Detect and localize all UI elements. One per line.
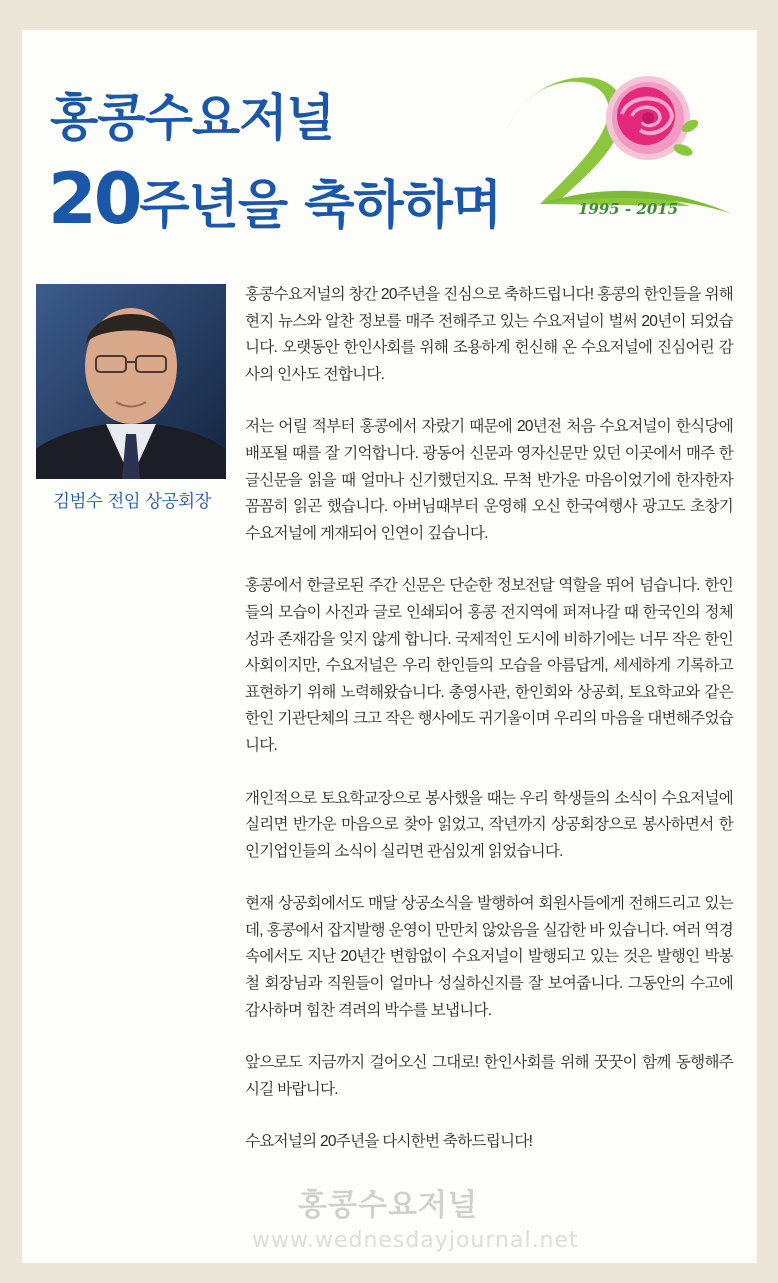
rose-icon [606, 76, 700, 160]
title-number: 20 [48, 158, 140, 240]
paragraph: 홍콩수요저널의 창간 20주년을 진심으로 축하드립니다! 홍콩의 한인들을 위해 현지 뉴스와 알찬 정보를 매주 전해주고 있는 수요저널이 벌써 20년이 되었습니다. 오랫동안 한인사회를 위해 조용하게 헌신해 온 수요저널에 진심어린 감사의 인사도 전합니다. [245, 286, 733, 383]
paragraph: 현재 상공회에서도 매달 상공소식을 발행하여 회원사들에게 전해드리고 있는데, 홍콩에서 잡지발행 운영이 만만치 않았음을 실감한 바 있습니다. 여러 역경 속에서도 지난 20년간 변함없이 수요저널이 발행되고 있는 것은 발행인 박봉철 회장님과 직원들이 얼마나 성실하신지를 잘 보여줍니다. 그동안의 수고에 감사하며 힘찬 격려의 박수를 보냅니다. [245, 895, 733, 1019]
title-line-1: 홍콩수요저널 [50, 89, 334, 147]
portrait-image [36, 284, 226, 479]
watermark-url: www.wednesdayjournal.net [252, 1228, 579, 1253]
portrait-caption: 김범수 전임 상공회장 [53, 492, 211, 512]
title-line-2 [48, 158, 501, 240]
title-line-2-rest: 주년을 축하하며 [139, 176, 502, 236]
logo-years: 1995 - 2015 [578, 200, 679, 218]
portrait-photo [36, 284, 226, 479]
paragraph: 개인적으로 토요학교장으로 봉사했을 때는 우리 학생들의 소식이 수요저널에 실리면 반가운 마음으로 찾아 읽었고, 작년까지 상공회장으로 봉사하면서 한인기업인들의 소식이 실리면 관심있게 읽었습니다. [245, 789, 733, 860]
paragraph: 수요저널의 20주년을 다시한번 축하드립니다! [245, 1133, 533, 1151]
article-body [245, 282, 733, 1156]
paragraph: 홍콩에서 한글로된 주간 신문은 단순한 정보전달 역할을 뛰어 넘습니다. 한인들의 모습이 사진과 글로 인쇄되어 홍콩 전지역에 퍼져나갈 때 한국인의 정체성과 존재감을 잊지 않게 합니다. 국제적인 도시에 비하기에는 너무 작은 한인사회이지만, 수요저널은 우리 한인들의 모습을 아름답게, 세세하게 기록하고 표현하기 위해 노력해왔습니다. 총영사관, 한인회와 상공회, 토요학교와 같은 한인 기관단체의 크고 작은 행사에도 귀기울이며 우리의 마음을 대변해주었습니다. [245, 577, 733, 754]
paragraph: 앞으로도 지금까지 걸어오신 그대로! 한인사회를 위해 꿋꿋이 함께 동행해주시길 바랍니다. [245, 1054, 733, 1098]
paragraph: 저는 어릴 적부터 홍콩에서 자랐기 때문에 20년전 처음 수요저널이 한식당에 배포될 때를 잘 기억합니다. 광동어 신문과 영자신문만 있던 이곳에서 매주 한글신문을 읽을 때 얼마나 신기했던지요. 무척 반가운 마음이었기에 한자한자 꼼꼼히 읽곤 했습니다. 아버님때부터 운영해 오신 한국여행사 광고도 초창기 수요저널에 게재되어 인연이 깊습니다. [245, 418, 733, 542]
watermark-name: 홍콩수요저널 [298, 1188, 478, 1223]
